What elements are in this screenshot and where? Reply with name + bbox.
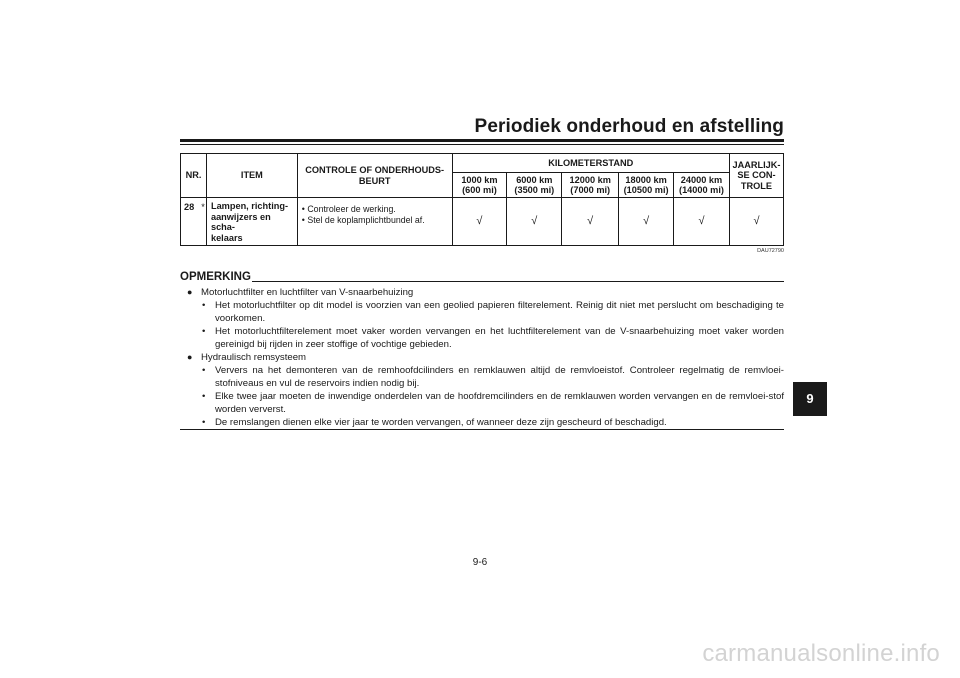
col-header-yearly bbox=[729, 154, 783, 198]
check-mark: √ bbox=[619, 198, 674, 246]
bullet-icon: • bbox=[202, 417, 206, 428]
header-rule-thick bbox=[180, 139, 784, 142]
km-col-3: 12000 km (7000 mi) bbox=[562, 173, 619, 198]
note-item: • De remslangen dienen elke vier jaar te worden vervangen, of wanneer deze zijn gescheurd of beschadigd. bbox=[202, 417, 667, 428]
bullet-icon: ● bbox=[187, 352, 193, 362]
header-rule-thin bbox=[180, 144, 784, 145]
note-item: • Het motorluchtfilterelement moet vaker worden vervangen en het luchtfilterelement van de V-snaarbehuizing moet vaker worden gereinigd bij rijden in zeer stoffige of vochtige gebieden. bbox=[202, 326, 784, 350]
row-nr: 28 * bbox=[181, 198, 207, 246]
col-header-item: ITEM bbox=[206, 154, 297, 198]
km-col-2: 6000 km (3500 mi) bbox=[507, 173, 562, 198]
yearly-line: JAARLIJK- bbox=[732, 159, 781, 170]
notes-section bbox=[186, 286, 784, 429]
note-item: • Elke twee jaar moeten de inwendige onderdelen van de hoofdremcilinders en de remklauwen worden vervangen en de remvloei-stof worden ververst. bbox=[202, 391, 784, 415]
col-header-control: CONTROLE OF ONDERHOUDS-BEURT bbox=[297, 154, 452, 198]
bullet-icon: • bbox=[202, 300, 206, 311]
yearly-line: TROLE bbox=[740, 180, 773, 191]
bullet-icon: • bbox=[202, 391, 206, 402]
check-mark: √ bbox=[674, 198, 730, 246]
notes-bottom-rule bbox=[180, 429, 784, 430]
note-item: • Ververs na het demonteren van de remhoofdcilinders en remklauwen altijd de remvloeistof. Controleer regelmatig de remvloei-stofniveaus en vul de reservoirs indien nodig bij. bbox=[202, 365, 784, 389]
note-group-title: ● Hydraulisch remsysteem bbox=[187, 352, 307, 363]
reference-code: DAU72790 bbox=[757, 248, 784, 254]
opmerking-rule bbox=[252, 281, 784, 282]
col-header-km: KILOMETERSTAND bbox=[452, 154, 729, 173]
check-mark: √ bbox=[729, 198, 783, 246]
page-number: 9-6 bbox=[472, 557, 488, 568]
km-col-5: 24000 km (14000 mi) bbox=[674, 173, 730, 198]
bullet-icon: • bbox=[202, 326, 206, 337]
note-group-title: ● Motorluchtfilter en luchtfilter van V-snaarbehuizing bbox=[187, 287, 414, 298]
row-control: • Controleer de werking. • Stel de koplamplichtbundel af. bbox=[297, 198, 452, 246]
row-item: Lampen, richting- aanwijzers en scha- kelaars bbox=[206, 198, 297, 246]
opmerking-heading: OPMERKING bbox=[180, 271, 251, 283]
bullet-icon: • bbox=[202, 365, 206, 376]
yearly-line: SE CON- bbox=[737, 170, 776, 181]
col-header-nr: NR. bbox=[181, 154, 207, 198]
row-star: * bbox=[201, 202, 205, 212]
note-item: • Het motorluchtfilter op dit model is voorzien van een geolied papieren filterelement. Reinig dit niet met perslucht om beschadiging te voorkomen. bbox=[202, 300, 784, 324]
maintenance-table bbox=[180, 153, 784, 246]
check-mark: √ bbox=[562, 198, 619, 246]
chapter-tab: 9 bbox=[793, 382, 827, 416]
table-row bbox=[181, 198, 784, 246]
page-title: Periodiek onderhoud en afstelling bbox=[474, 116, 784, 137]
bullet-icon: ● bbox=[187, 287, 193, 297]
check-mark: √ bbox=[452, 198, 507, 246]
km-col-4: 18000 km (10500 mi) bbox=[619, 173, 674, 198]
check-mark: √ bbox=[507, 198, 562, 246]
km-col-1: 1000 km (600 mi) bbox=[452, 173, 507, 198]
watermark: carmanualsonline.info bbox=[702, 640, 940, 667]
